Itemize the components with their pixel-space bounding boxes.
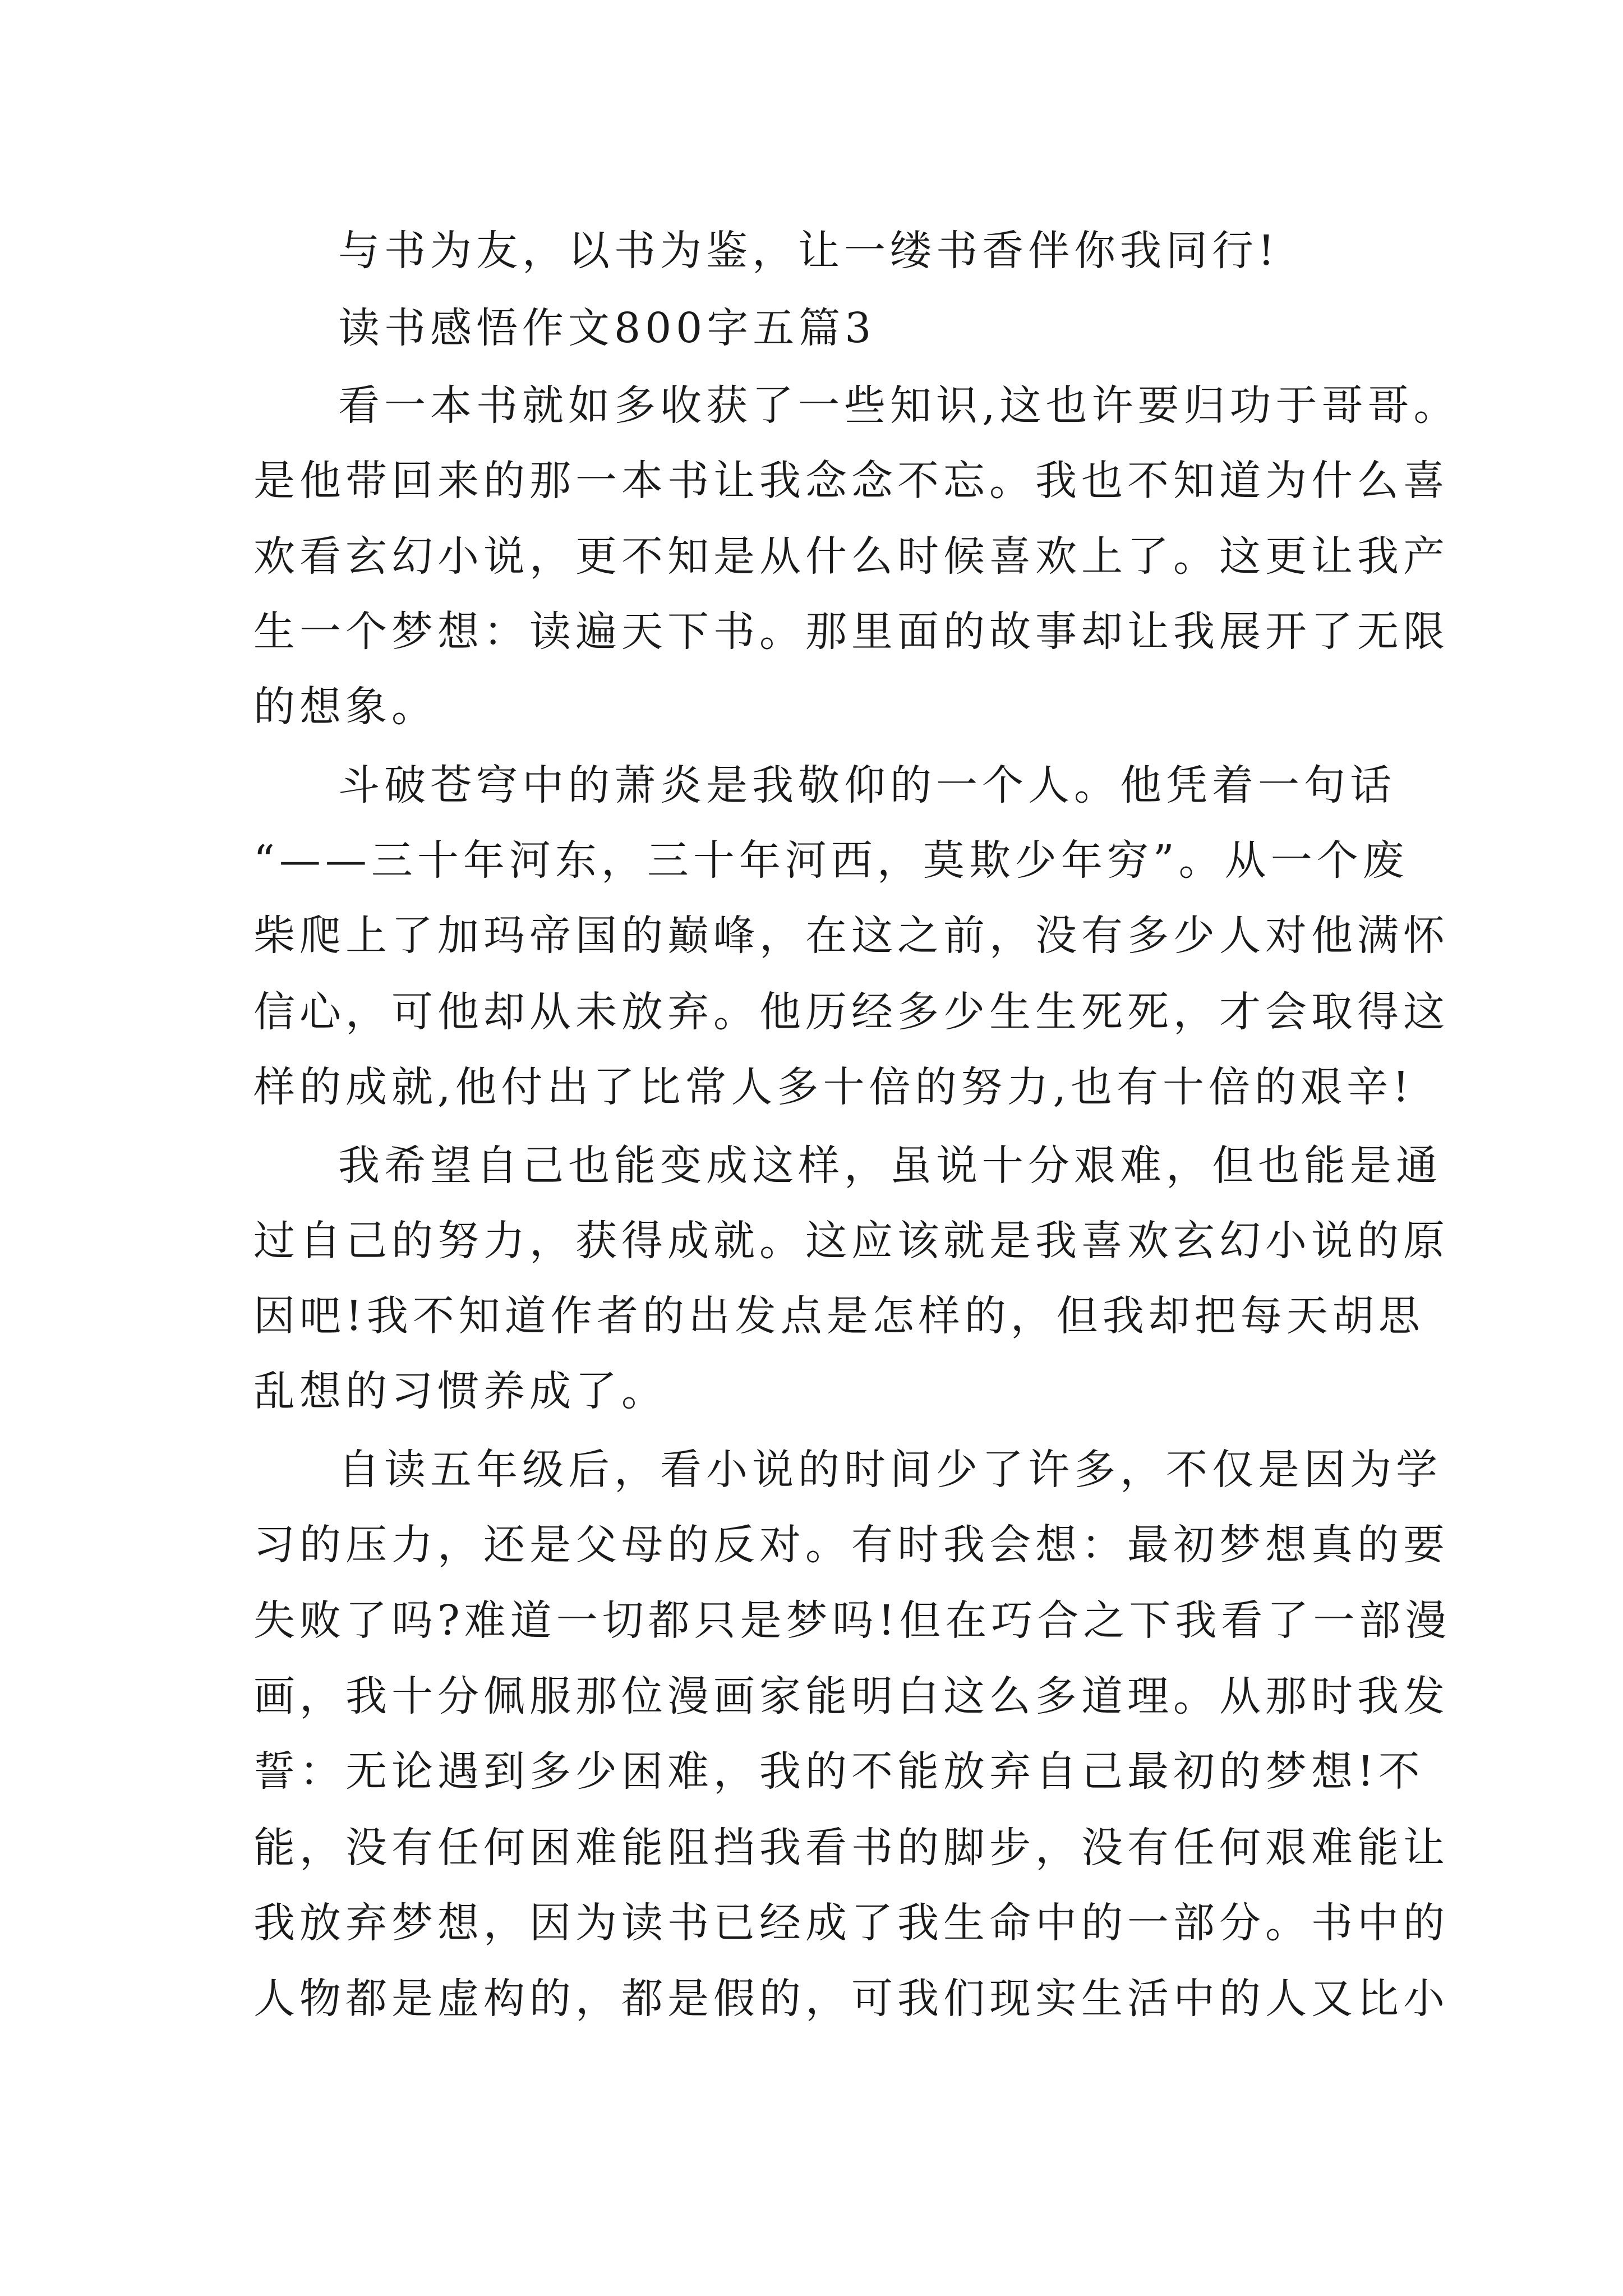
- text-line: 自读五年级后，看小说的时间少了许多，不仅是因为学: [338, 1446, 1442, 1494]
- text-line: 能，没有任何困难能阻挡我看书的脚步，没有任何艰难能让: [253, 1824, 1449, 1872]
- text-line: 信心，可他却从未放弃。他历经多少生生死死，才会取得这: [253, 988, 1449, 1036]
- text-line: 失败了吗?难道一切都只是梦吗!但在巧合之下我看了一部漫: [253, 1596, 1451, 1645]
- text-line: 看一本书就如多收获了一些知识,这也许要归功于哥哥。: [338, 381, 1460, 430]
- text-line: 乱想的习惯养成了。: [253, 1367, 667, 1415]
- text-line: 画，我十分佩服那位漫画家能明白这么多道理。从那时我发: [253, 1672, 1449, 1720]
- text-line: 的想象。: [253, 683, 437, 731]
- essay-heading: 读书感悟作文800字五篇3: [338, 304, 876, 352]
- text-line: 样的成就,他付出了比常人多十倍的努力,也有十倍的艰辛!: [253, 1063, 1414, 1111]
- text-line: 人物都是虚构的，都是假的，可我们现实生活中的人又比小: [253, 1975, 1449, 2023]
- text-line: 与书为友，以书为鉴，让一缕书香伴你我同行!: [338, 227, 1279, 275]
- text-line: “——三十年河东，三十年河西，莫欺少年穷”。从一个废: [253, 836, 1409, 885]
- text-line: 是他带回来的那一本书让我念念不忘。我也不知道为什么喜: [253, 457, 1449, 505]
- text-line: 我希望自己也能变成这样，虽说十分艰难，但也能是通: [338, 1142, 1442, 1190]
- text-line: 我放弃梦想，因为读书已经成了我生命中的一部分。书中的: [253, 1899, 1449, 1947]
- text-line: 斗破苍穹中的萧炎是我敬仰的一个人。他凭着一句话: [338, 761, 1396, 809]
- text-line: 过自己的努力，获得成就。这应该就是我喜欢玄幻小说的原: [253, 1217, 1449, 1265]
- text-line: 欢看玄幻小说，更不知是从什么时候喜欢上了。这更让我产: [253, 532, 1449, 581]
- text-line: 誓：无论遇到多少困难，我的不能放弃自己最初的梦想!不: [253, 1747, 1424, 1796]
- text-line: 生一个梦想：读遍天下书。那里面的故事却让我展开了无限: [253, 608, 1449, 656]
- text-line: 习的压力，还是父母的反对。有时我会想：最初梦想真的要: [253, 1521, 1449, 1569]
- text-line: 柴爬上了加玛帝国的巅峰，在这之前，没有多少人对他满怀: [253, 912, 1449, 960]
- text-line: 因吧!我不知道作者的出发点是怎样的，但我却把每天胡思: [253, 1292, 1424, 1340]
